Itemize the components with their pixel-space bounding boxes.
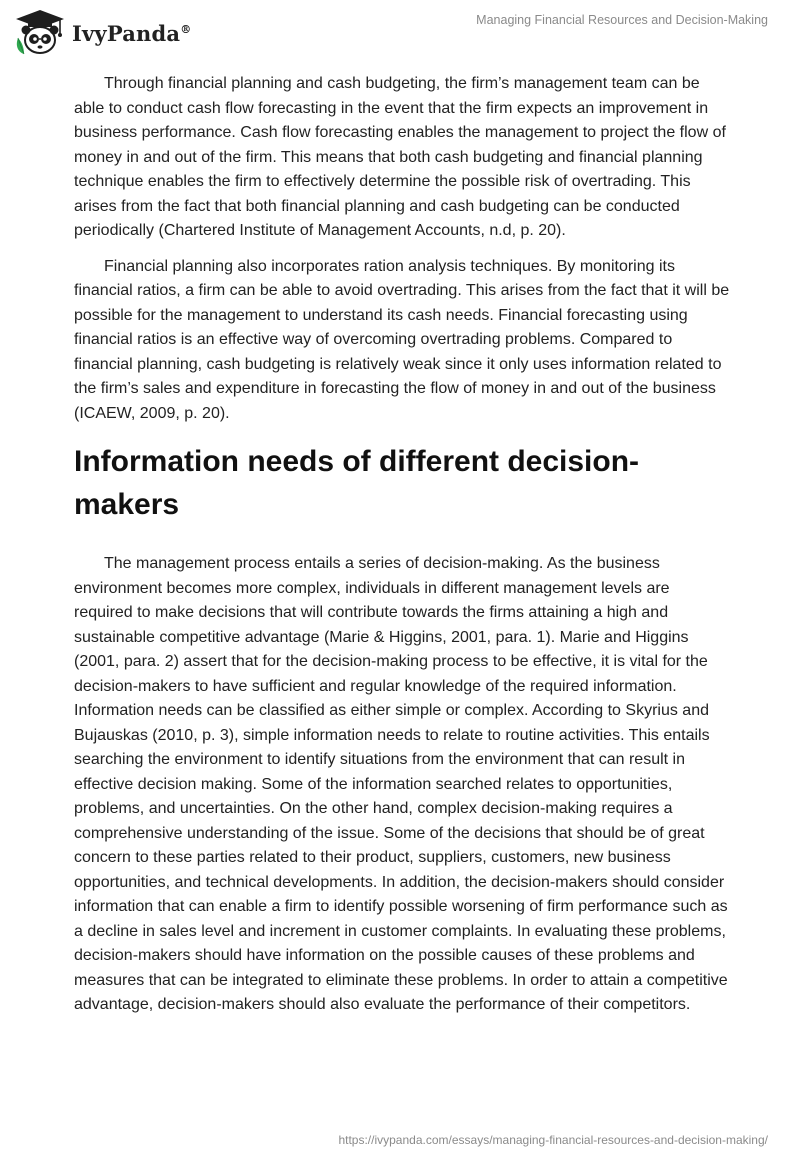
brand-logo[interactable] bbox=[14, 8, 191, 58]
document-title: Managing Financial Resources and Decision-Making bbox=[476, 13, 768, 27]
brand-name: IvyPanda® bbox=[72, 20, 192, 46]
source-url[interactable]: https://ivypanda.com/essays/managing-financial-resources-and-decision-making/ bbox=[338, 1133, 768, 1147]
article-body bbox=[74, 72, 730, 1029]
section-heading: Information needs of different decision-makers bbox=[74, 445, 640, 521]
paragraph-2: Financial planning also incorporates ration analysis techniques. By monitoring its financial ratios, a firm can be able to avoid overtrading. This arises from the fact that it will be possible for the management to understand its cash needs. Financial forecasting using financial ratios is an effective way of overcoming overtrading problems. Compared to financial planning, cash budgeting is relatively weak since it only uses information related to the firm’s sales and expenditure in forecasting the flow of money in and out of the business (ICAEW, 2009, p. 20). bbox=[74, 257, 730, 422]
paragraph-3: The management process entails a series of decision-making. As the business environment becomes more complex, individuals in different management levels are required to make decisions that will contribute towards the firms attaining a high and sustainable competitive advantage (Marie & Higgins, 2001, para. 1). Marie and Higgins (2001, para. 2) assert that for the decision-making process to be effective, it is vital for the decision-makers to have sufficient and regular knowledge of the required information. Information needs can be classified as either simple or complex. According to Skyrius and Bujauskas (2010, p. 3), simple information needs to relate to routine activities. This entails searching the environment to identify situations from the environment that can result in effective decision making. Some of the information searched relates to opportunities, problems, and uncertainties. On the other hand, complex decision-making requires a comprehensive understanding of the issue. Some of the decisions that should be of great concern to these parties related to their product, suppliers, customers, new business opportunities, and technical developments. In addition, the decision-makers should consider information that can enable a firm to identify possible worsening of firm performance such as a decline in sales level and increment in customer complaints. In evaluating these problems, decision-makers should have information on the possible causes of these problems and measures that can be integrated to eliminate these problems. In order to attain a competitive advantage, decision-makers should also evaluate the performance of their competitors. bbox=[74, 555, 728, 1013]
paragraph-1: Through financial planning and cash budgeting, the firm’s management team can be able to conduct cash flow forecasting in the event that the firm expects an improvement in business performance. Cash flow forecasting enables the management to project the flow of money in and out of the firm. This means that both cash budgeting and financial planning technique enables the firm to effectively determine the possible risk of overtrading. This arises from the fact that both financial planning and cash budgeting can be conducted periodically (Chartered Institute of Management Accounts, n.d, p. 20). bbox=[74, 75, 726, 239]
page-header bbox=[0, 0, 800, 64]
panda-graduate-icon bbox=[14, 8, 66, 58]
